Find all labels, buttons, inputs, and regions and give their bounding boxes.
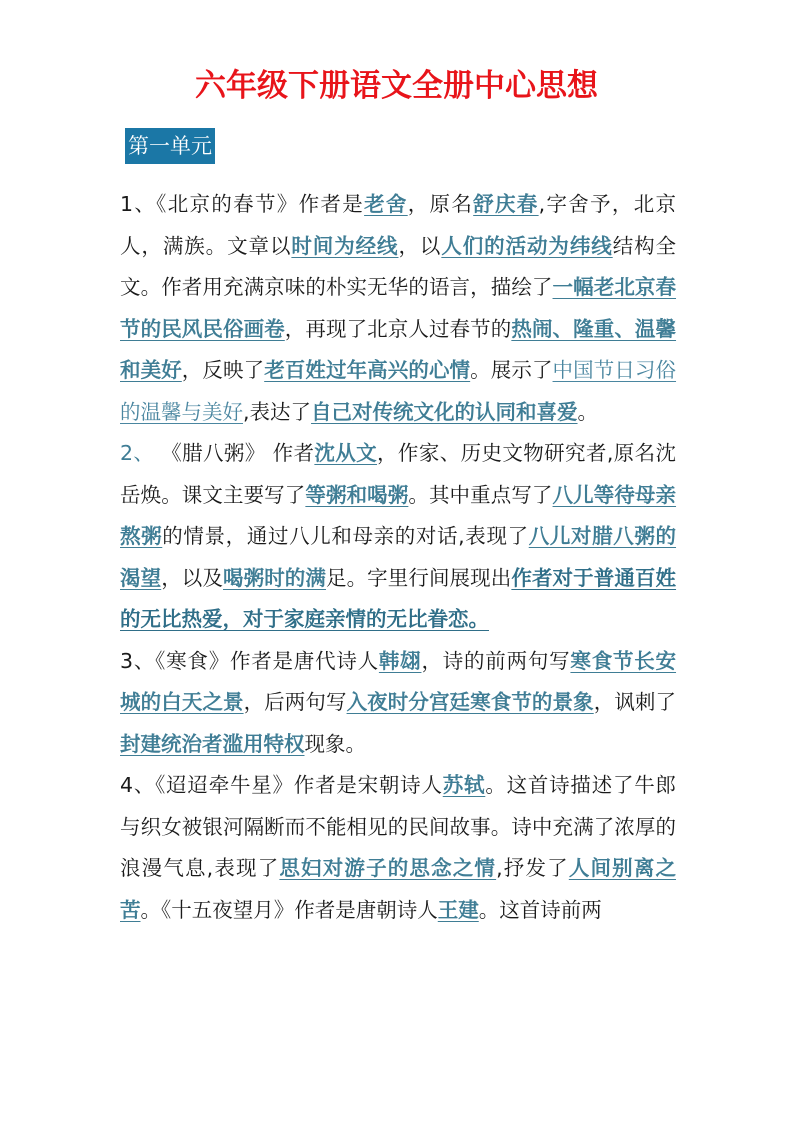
highlighted-phrase: 入夜时分宫廷寒食节的景象 xyxy=(346,690,594,714)
paragraph-number: 4、 xyxy=(120,773,156,797)
highlighted-phrase: 人间别离之苦 xyxy=(120,856,676,922)
text-segment: 。这首诗前两 xyxy=(478,897,602,922)
text-segment: 结构全文。作者用充满京味的朴实无华的语言，描绘了 xyxy=(120,233,677,299)
text-segment: ，作家、历史文物研究者,原名沈岳焕。课文主要写了 xyxy=(120,441,677,507)
highlighted-phrase: 人们的活动为纬线 xyxy=(441,233,613,258)
text-segment: 。 xyxy=(577,399,599,424)
text-segment: 的情景，通过八儿和母亲的对话,表现了 xyxy=(162,524,529,548)
highlighted-author: 王建 xyxy=(437,897,479,922)
highlighted-phrase: 封建统治者滥用特权 xyxy=(120,731,305,756)
highlighted-phrase: 八儿等待母亲熬粥 xyxy=(120,482,677,548)
text-segment: ,表达了 xyxy=(243,399,312,424)
highlighted-original-name: 舒庆春 xyxy=(473,192,539,216)
paragraph-2 xyxy=(120,433,676,641)
paragraph-number: 1、 xyxy=(120,192,157,216)
highlighted-phrase: 一幅老北京春节的民风民俗画卷 xyxy=(120,275,677,341)
highlighted-phrase: 等粥和喝粥 xyxy=(305,482,409,507)
text-segment: 现象。 xyxy=(304,731,366,756)
paragraph-1 xyxy=(120,184,676,433)
paragraph-4 xyxy=(120,765,676,931)
text-segment: 《迢迢牵牛星》作者是宋朝诗人 xyxy=(155,773,443,797)
text-segment: ，再现了北京人过春节的 xyxy=(284,316,512,341)
text-segment: ，反映了 xyxy=(181,358,265,382)
highlighted-phrase: 老百姓过年高兴的心情 xyxy=(264,358,471,382)
text-segment: 。展示了 xyxy=(470,358,553,382)
text-segment: 。其中重点写了 xyxy=(408,482,553,507)
highlighted-author: 韩翃 xyxy=(378,648,422,673)
document-title: 六年级下册语文全册中心思想 xyxy=(195,68,598,104)
text-segment: 。《十五夜望月》作者是唐朝诗人 xyxy=(140,897,438,922)
highlighted-author: 沈从文 xyxy=(314,441,378,465)
text-segment: ,字舍予，北京人，满族。文章以 xyxy=(120,192,677,258)
text-segment: 。这首诗描述了牛郎与织女被银河隔断而不能相见的民间故事。诗中充满了浓厚的浪漫气息,表现了 xyxy=(120,773,677,880)
highlighted-phrase: 喝粥时的满 xyxy=(223,565,326,590)
text-segment: 《腊八粥》 作者 xyxy=(154,441,315,465)
highlighted-phrase: 思妇对游子的思念之情 xyxy=(279,856,497,880)
highlighted-author: 老舍 xyxy=(364,192,408,216)
text-segment: ，讽刺了 xyxy=(593,690,677,714)
text-segment: ，诗的前两句写 xyxy=(421,648,571,673)
highlighted-author: 苏轼 xyxy=(442,773,486,797)
text-segment: 《北京的春节》作者是 xyxy=(156,192,365,216)
highlighted-phrase: 热闹、隆重、温馨和美好 xyxy=(120,316,677,382)
text-segment: ，原名 xyxy=(407,192,474,216)
text-segment: ，以 xyxy=(398,233,442,258)
highlighted-phrase: 自己对传统文化的认同和喜爱 xyxy=(311,399,578,424)
highlighted-phrase: 中国节日习俗的温馨与美好 xyxy=(120,358,677,424)
highlighted-phrase: 八儿对腊八粥的渴望 xyxy=(120,524,677,590)
highlighted-phrase: 寒食节长安城的白天之景 xyxy=(120,648,677,714)
document-body xyxy=(120,184,676,931)
text-segment: 《寒食》作者是唐代诗人 xyxy=(155,648,379,673)
text-segment: ,抒发了 xyxy=(496,856,569,880)
text-segment: 足。字里行间展现出 xyxy=(325,565,512,590)
text-segment: ，以及 xyxy=(161,565,223,590)
text-segment: ，后两句写 xyxy=(243,690,347,714)
highlighted-phrase: 作者对于普通百姓的无比热爱，对于家庭亲情的无比眷恋。 xyxy=(120,565,677,631)
paragraph-number: 2、 xyxy=(120,441,155,465)
highlighted-phrase: 时间为经线 xyxy=(291,233,399,258)
paragraph-number: 3、 xyxy=(120,648,156,673)
paragraph-3 xyxy=(120,641,676,766)
section-label-unit-1: 第一单元 xyxy=(125,128,215,164)
